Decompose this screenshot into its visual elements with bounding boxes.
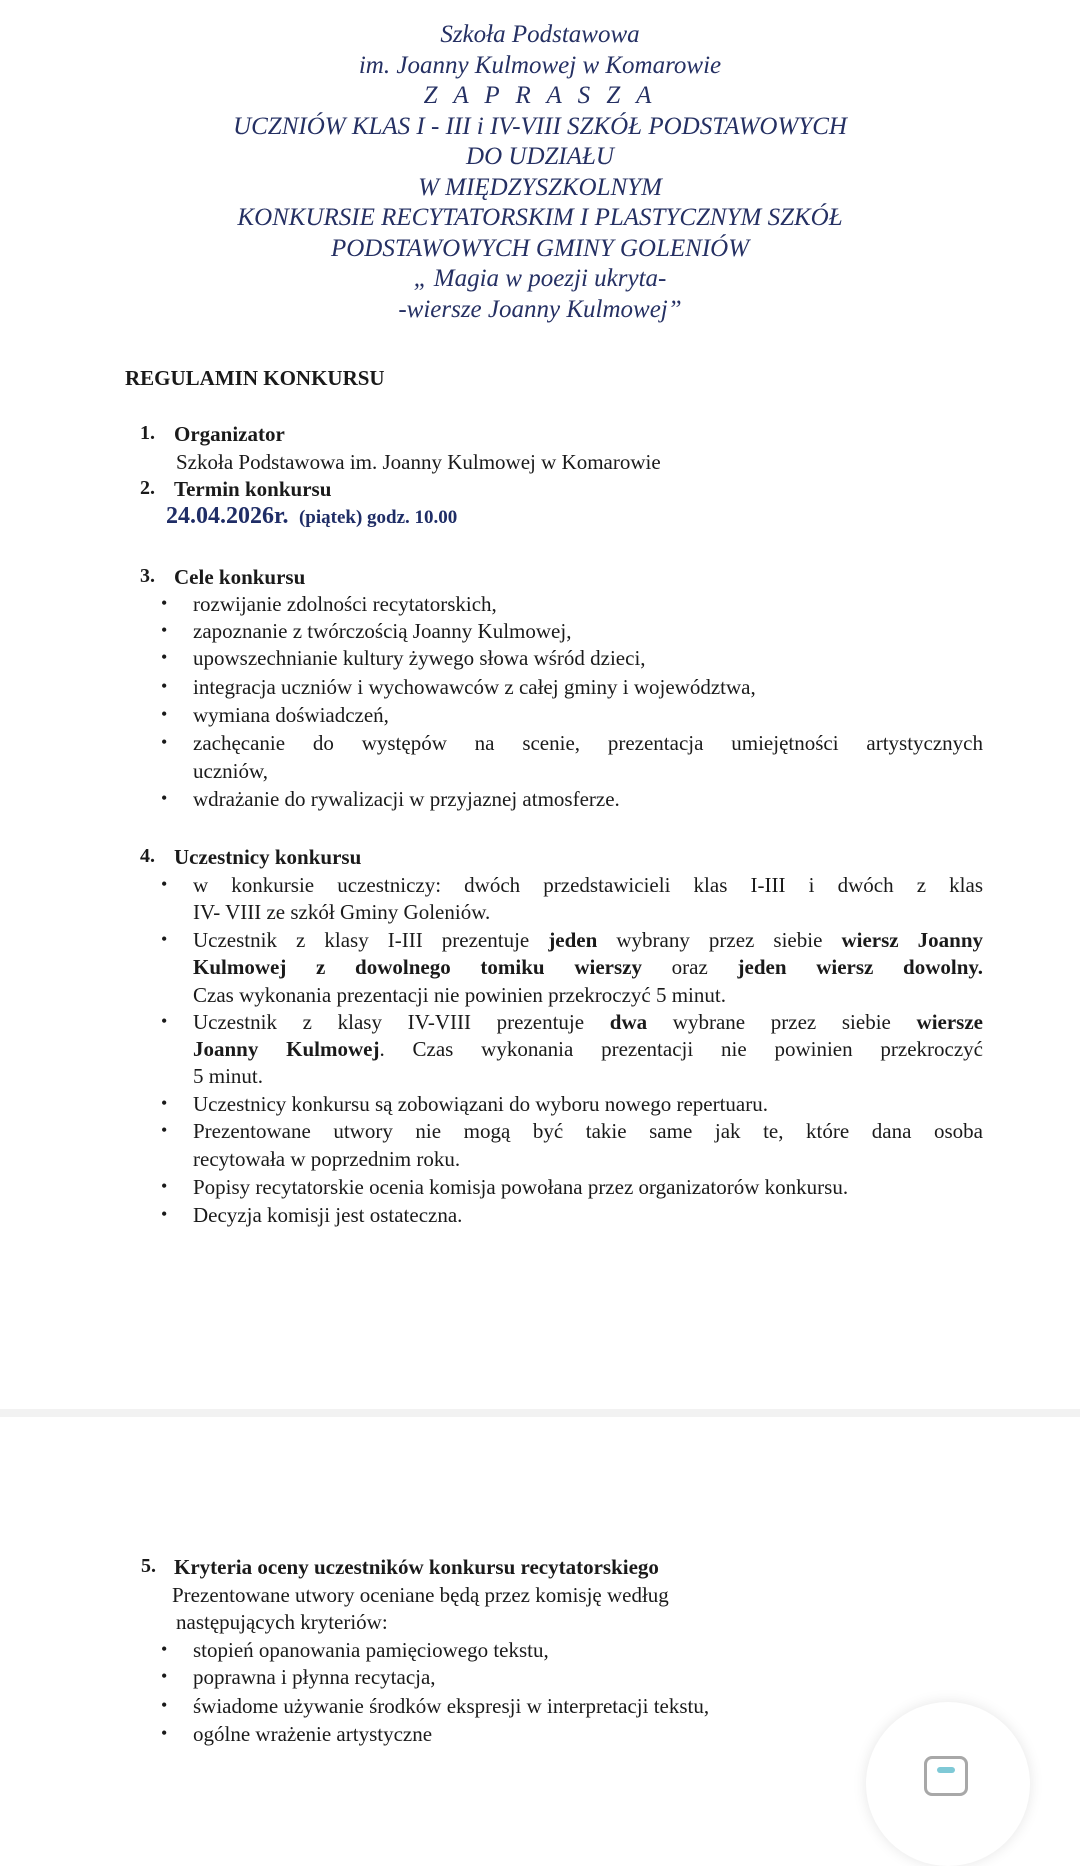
header-line: im. Joanny Kulmowej w Komarowie [358, 51, 722, 79]
bullet-icon: • [161, 1093, 168, 1113]
text-run-bold: wiersze [916, 1010, 983, 1034]
text-run: oraz [641, 955, 738, 979]
section-title-organizator: Organizator [174, 422, 285, 446]
list-item-continuation: 5 minut. [193, 1064, 264, 1088]
section-number: 5. [141, 1555, 156, 1577]
header-line: Z A P R A S Z A [423, 82, 657, 109]
header-line: Szkoła Podstawowa [440, 21, 640, 48]
header-line: W MIĘDZYSZKOLNYM [418, 173, 662, 201]
list-item: Decyzja komisji jest ostateczna. [193, 1203, 463, 1227]
list-item: zachęcanie do występów na scenie, prezentacja umiejętności artystycznych [193, 731, 983, 755]
list-item: poprawna i płynna recytacja, [193, 1665, 436, 1689]
date-value: 24.04.2026r. [166, 503, 289, 529]
list-item: Popisy recytatorskie ocenia komisja powołana przez organizatorów konkursu. [193, 1175, 849, 1199]
list-item: rozwijanie zdolności recytatorskich, [193, 592, 497, 616]
text-run-bold: Kulmowej z dowolnego tomiku wierszy [193, 955, 642, 979]
section-title-cele: Cele konkursu [174, 565, 306, 589]
header-line: -wiersze Joanny Kulmowej” [398, 295, 682, 323]
contest-date [166, 503, 457, 531]
section-title-uczestnicy: Uczestnicy konkursu [174, 845, 362, 869]
text-run: wybrany przez siebie [597, 928, 842, 952]
text-run: . Czas wykonania prezentacji nie powinien przekroczyć [379, 1037, 983, 1061]
organizer-text: Szkoła Podstawowa im. Joanny Kulmowej w Komarowie [176, 450, 661, 474]
header-line: UCZNIÓW KLAS I - III i IV-VIII SZKÓŁ PODSTAWOWYCH [233, 112, 847, 140]
list-item-continuation: recytowała w poprzednim roku. [193, 1147, 461, 1171]
time-value: (piątek) godz. 10.00 [298, 507, 458, 528]
section-number: 2. [140, 477, 155, 499]
section-title-termin: Termin konkursu [174, 477, 332, 501]
document-icon[interactable] [924, 1756, 968, 1796]
text-run-bold: Joanny Kulmowej [193, 1037, 380, 1061]
list-item: świadome używanie środków ekspresji w interpretacji tekstu, [193, 1694, 710, 1718]
bullet-icon: • [161, 647, 168, 667]
section-number: 4. [140, 845, 155, 867]
bullet-icon: • [161, 1639, 168, 1659]
regulamin-title: REGULAMIN KONKURSU [125, 366, 385, 390]
bullet-icon: • [161, 1011, 168, 1031]
list-item: integracja uczniów i wychowawców z całej gminy i województwa, [193, 675, 756, 699]
bullet-icon: • [161, 593, 168, 613]
bullet-icon: • [161, 1176, 168, 1196]
header-line: DO UDZIAŁU [466, 143, 614, 170]
bullet-icon: • [161, 620, 168, 640]
list-item: w konkursie uczestniczy: dwóch przedstawicieli klas I-III i dwóch z klas [193, 873, 983, 897]
bullet-icon: • [161, 676, 168, 696]
header-line: KONKURSIE RECYTATORSKIM I PLASTYCZNYM SZKÓŁ [237, 204, 843, 231]
list-item: Prezentowane utwory nie mogą być takie same jak te, które dana osoba [193, 1119, 983, 1143]
bullet-icon: • [161, 874, 168, 894]
text-run-bold: jeden [548, 928, 598, 952]
list-item: wdrażanie do rywalizacji w przyjaznej atmosferze. [193, 787, 620, 811]
list-item [193, 1009, 983, 1036]
list-item: Uczestnicy konkursu są zobowiązani do wyboru nowego repertuaru. [193, 1092, 768, 1116]
section-number: 1. [140, 422, 155, 444]
list-item [193, 927, 983, 954]
bullet-icon: • [161, 1723, 168, 1743]
list-item-continuation: uczniów, [193, 759, 269, 783]
invitation-header [0, 20, 1080, 325]
bullet-icon: • [161, 732, 168, 752]
bullet-icon: • [161, 788, 168, 808]
bullet-icon: • [161, 1204, 168, 1224]
section-number: 3. [140, 565, 155, 587]
bullet-icon: • [161, 704, 168, 724]
list-item: upowszechnianie kultury żywego słowa wśród dzieci, [193, 646, 646, 670]
criteria-intro: Prezentowane utwory oceniane będą przez komisję według [172, 1583, 669, 1607]
list-item-continuation [193, 954, 983, 981]
text-run-bold: jeden wiersz dowolny. [737, 955, 984, 979]
text-run: Uczestnik z klasy I-III prezentuje [193, 928, 549, 952]
list-item-continuation: IV- VIII ze szkół Gminy Goleniów. [193, 900, 491, 924]
list-item: stopień opanowania pamięciowego tekstu, [193, 1638, 549, 1662]
bullet-icon: • [161, 1120, 168, 1140]
section-title-kryteria: Kryteria oceny uczestników konkursu recytatorskiego [174, 1555, 659, 1579]
list-item-continuation: Czas wykonania prezentacji nie powinien przekroczyć 5 minut. [193, 983, 726, 1007]
bullet-icon: • [161, 1695, 168, 1715]
bullet-icon: • [161, 929, 168, 949]
text-run-bold: wiersz Joanny [841, 928, 984, 952]
list-item: wymiana doświadczeń, [193, 703, 389, 727]
header-line: „ Magia w poezji ukryta- [413, 265, 667, 292]
criteria-intro: następujących kryteriów: [176, 1610, 388, 1634]
header-line: PODSTAWOWYCH GMINY GOLENIÓW [330, 234, 750, 262]
text-run-bold: dwa [609, 1010, 648, 1034]
list-item: zapoznanie z twórczością Joanny Kulmowej, [193, 619, 572, 643]
list-item-continuation [193, 1036, 983, 1063]
text-run: Uczestnik z klasy IV-VIII prezentuje [193, 1010, 610, 1034]
page-separator [0, 1409, 1080, 1417]
text-run: wybrane przez siebie [647, 1010, 917, 1034]
bullet-icon: • [161, 1666, 168, 1686]
list-item: ogólne wrażenie artystyczne [193, 1722, 433, 1746]
